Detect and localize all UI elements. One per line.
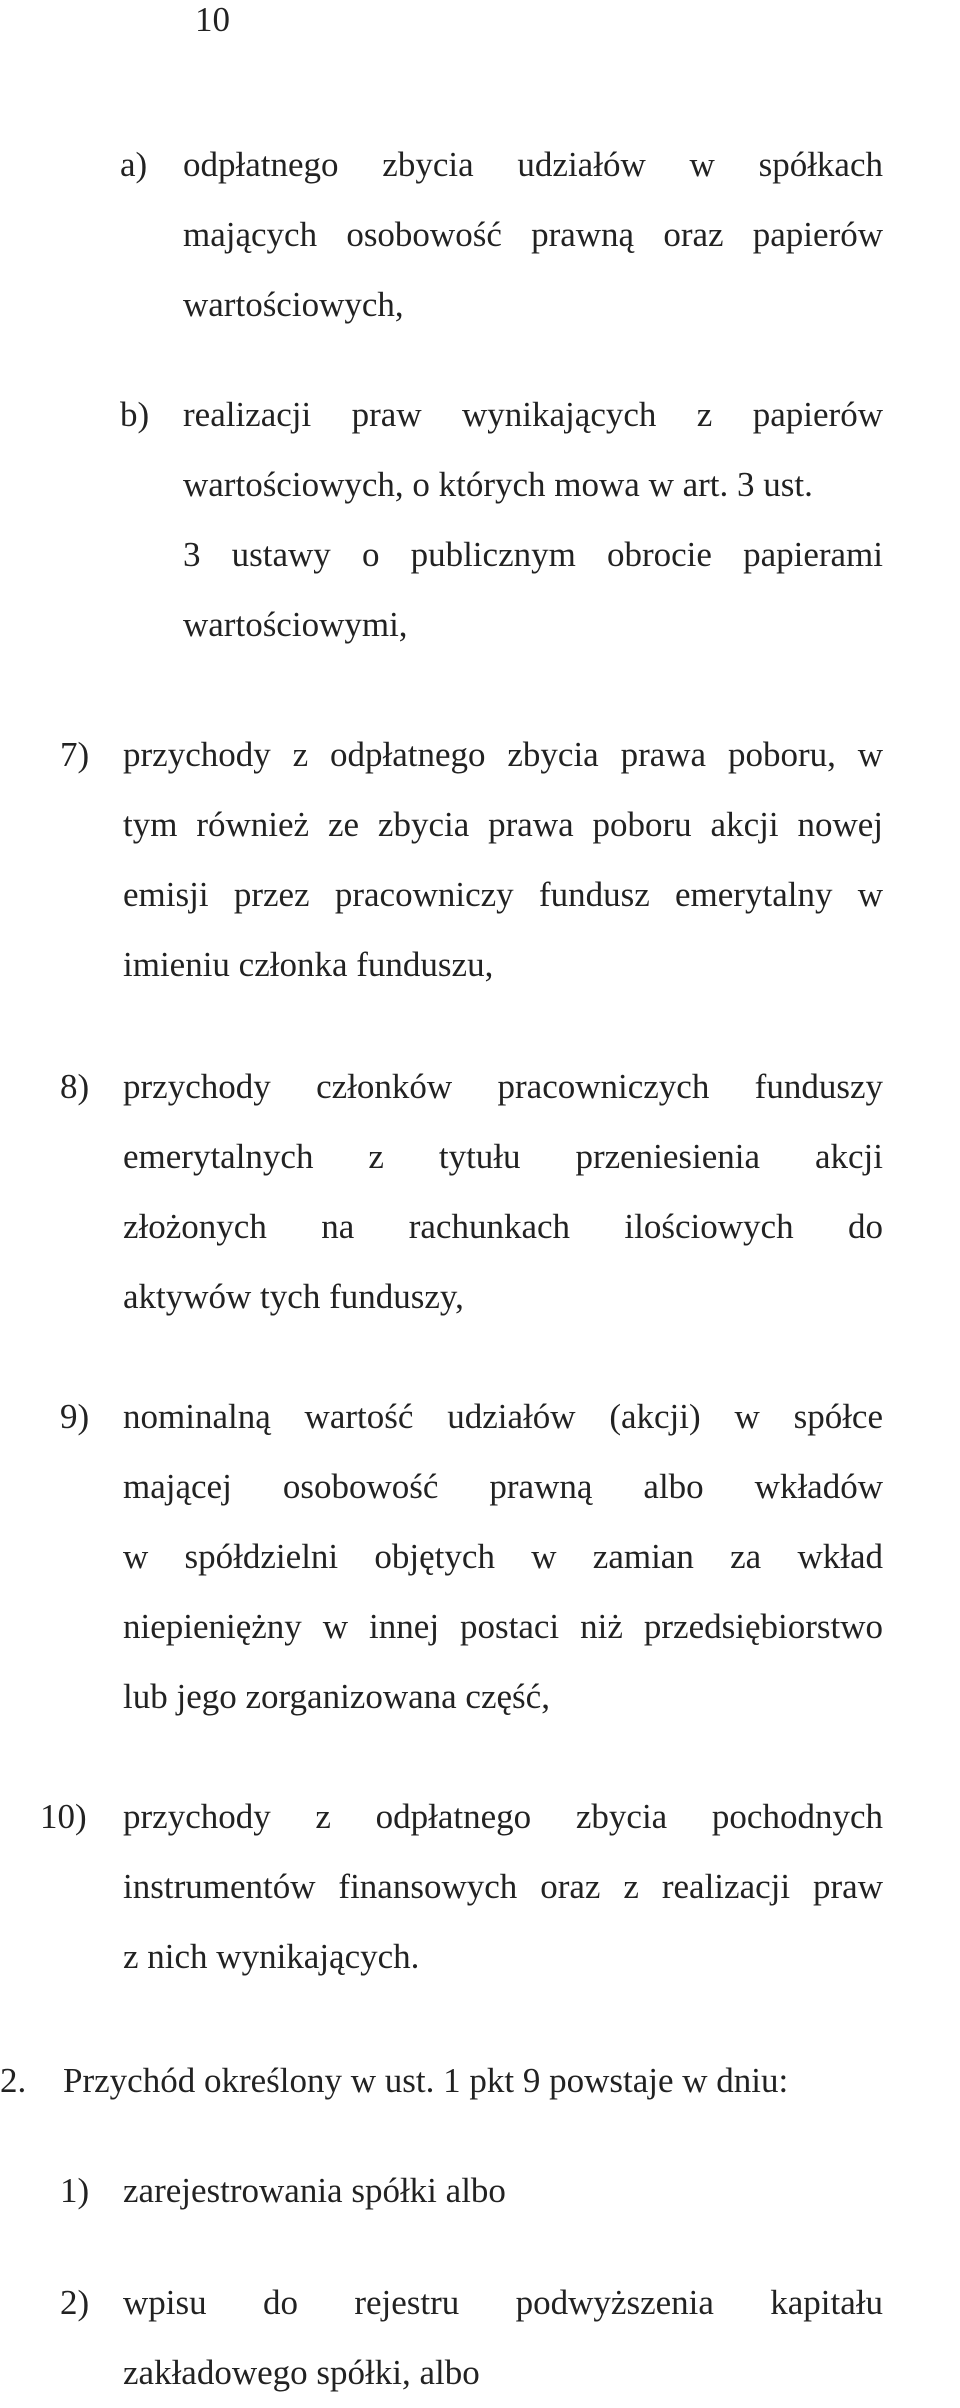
text-line: przychody z odpłatnego zbycia pochodnych — [123, 1797, 883, 1836]
item-marker: b) — [120, 395, 150, 434]
list-item-b — [120, 380, 960, 660]
text-line: zakładowego spółki, albo — [123, 2353, 480, 2392]
text-line: wartościowych, — [183, 285, 404, 324]
text-line: wartościowych, o których mowa w art. 3 ust. — [183, 465, 813, 504]
text-line: emisji przez pracowniczy fundusz emerytalny w — [123, 875, 883, 914]
item-text — [123, 720, 883, 1000]
item-marker: 8) — [60, 1067, 90, 1106]
text-line: imieniu członka funduszu, — [123, 945, 494, 984]
item-marker: 1) — [60, 2171, 90, 2210]
text-line: tym również ze zbycia prawa poboru akcji nowej — [123, 805, 883, 844]
page-number: 10 — [195, 0, 230, 39]
text-line: wpisu do rejestru podwyższenia kapitału — [123, 2283, 883, 2322]
item-marker: 2) — [60, 2283, 90, 2322]
item-text — [183, 380, 883, 660]
text-line: wartościowymi, — [183, 605, 408, 644]
paragraph-text — [63, 2046, 943, 2116]
text-line: lub jego zorganizowana część, — [123, 1677, 550, 1716]
item-marker: a) — [120, 145, 148, 184]
text-line: złożonych na rachunkach ilościowych do — [123, 1207, 883, 1246]
text-line: mającej osobowość prawną albo wkładów — [123, 1467, 883, 1506]
text-line: nominalną wartość udziałów (akcji) w spółce — [123, 1397, 883, 1436]
text-line: przychody członków pracowniczych funduszy — [123, 1067, 883, 1106]
list-item-1 — [60, 2156, 960, 2226]
list-item-8 — [60, 1052, 960, 1332]
text-line: emerytalnych z tytułu przeniesienia akcji — [123, 1137, 883, 1176]
item-text — [123, 2156, 883, 2226]
text-line: mających osobowość prawną oraz papierów — [183, 215, 883, 254]
paragraph-2 — [0, 2046, 960, 2116]
text-line: przychody z odpłatnego zbycia prawa poboru, w — [123, 735, 883, 774]
text-line: z nich wynikających. — [123, 1937, 420, 1976]
list-item-7 — [60, 720, 960, 1000]
list-item-9 — [60, 1382, 960, 1732]
item-text — [123, 2268, 883, 2400]
text-line: realizacji praw wynikających z papierów — [183, 395, 883, 434]
text-line: zarejestrowania spółki albo — [123, 2171, 506, 2210]
item-text — [123, 1382, 883, 1732]
text-line: odpłatnego zbycia udziałów w spółkach — [183, 145, 883, 184]
list-item-2 — [60, 2268, 960, 2400]
text-line: 3 ustawy o publicznym obrocie papierami — [183, 535, 883, 574]
text-line: instrumentów finansowych oraz z realizacji praw — [123, 1867, 883, 1906]
item-marker: 10) — [40, 1797, 87, 1836]
text-line: w spółdzielni objętych w zamian za wkład — [123, 1537, 883, 1576]
item-marker: 9) — [60, 1397, 90, 1436]
paragraph-marker: 2. — [0, 2061, 27, 2100]
item-text — [123, 1052, 883, 1332]
item-text — [123, 1782, 883, 1992]
text-line: niepieniężny w innej postaci niż przedsiębiorstwo — [123, 1607, 883, 1646]
text-line: aktywów tych funduszy, — [123, 1277, 464, 1316]
item-text — [183, 130, 883, 340]
list-item-a — [120, 130, 960, 340]
list-item-10 — [40, 1782, 960, 1992]
item-marker: 7) — [60, 735, 90, 774]
text-line: Przychód określony w ust. 1 pkt 9 powstaje w dniu: — [63, 2061, 789, 2100]
